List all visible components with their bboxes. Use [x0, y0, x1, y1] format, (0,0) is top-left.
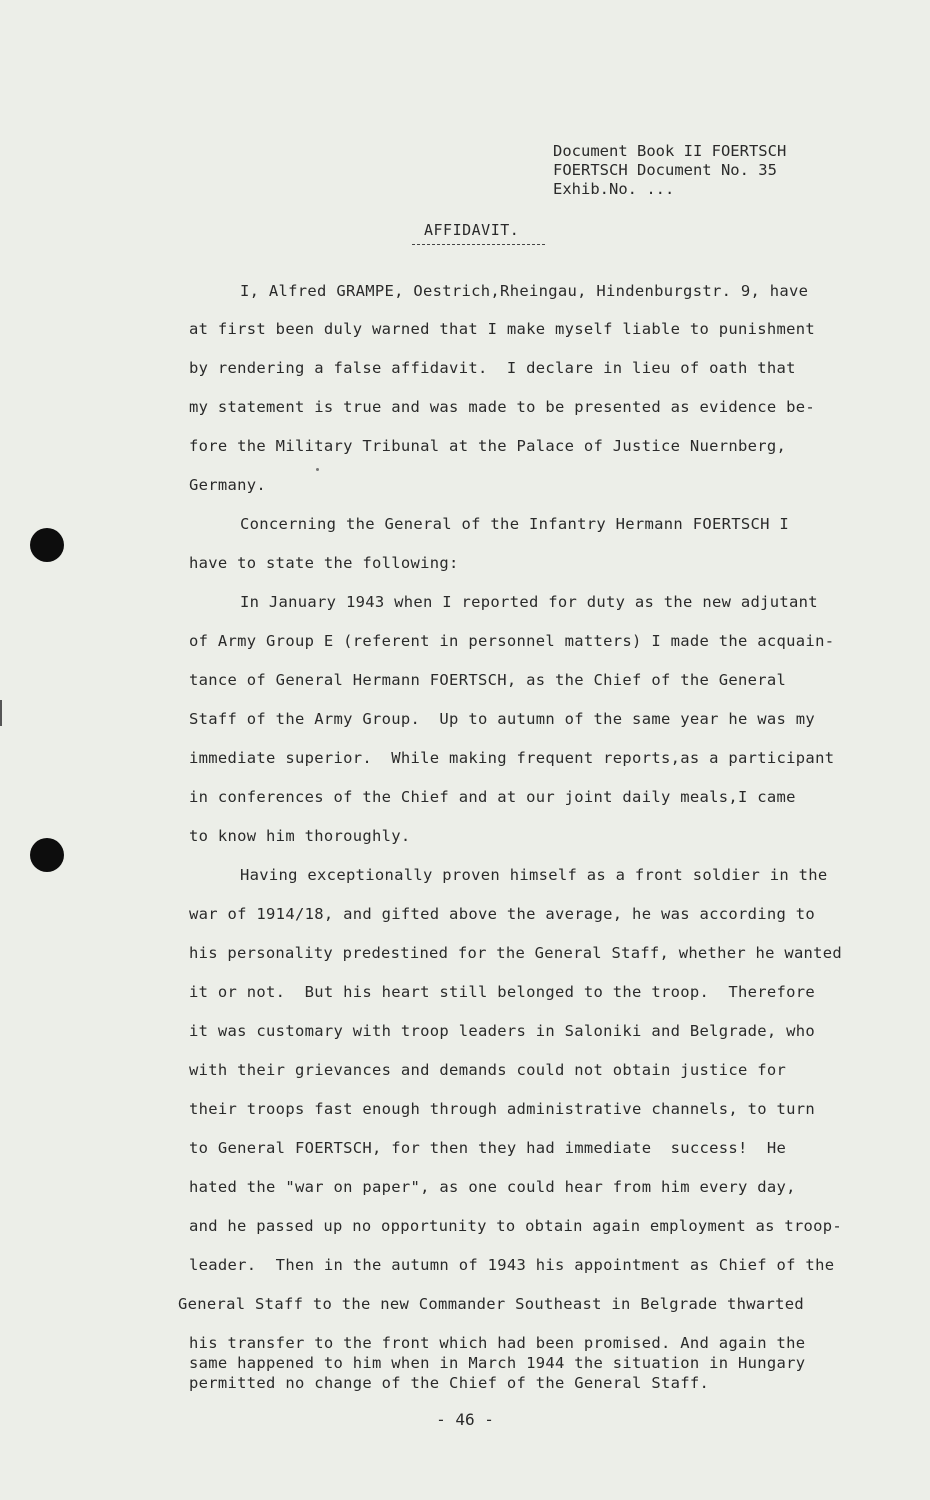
- body-line: Concerning the General of the Infantry Hermann FOERTSCH I: [240, 515, 790, 533]
- body-line: with their grievances and demands could not obtain justice for: [189, 1061, 787, 1079]
- body-line: my statement is true and was made to be presented as evidence be-: [189, 398, 816, 416]
- body-line: tance of General Hermann FOERTSCH, as the Chief of the General: [189, 671, 787, 689]
- body-line: their troops fast enough through administrative channels, to turn: [189, 1100, 816, 1118]
- header-document-book: Document Book II FOERTSCH: [553, 142, 787, 160]
- body-line: and he passed up no opportunity to obtain again employment as troop-: [189, 1217, 842, 1235]
- header-exhibit-number: Exhib.No. ...: [553, 180, 675, 198]
- body-line: by rendering a false affidavit. I declare in lieu of oath that: [189, 359, 796, 377]
- body-line: Having exceptionally proven himself as a front soldier in the: [240, 866, 828, 884]
- body-line: at first been duly warned that I make myself liable to punishment: [189, 320, 816, 338]
- body-line: it or not. But his heart still belonged to the troop. Therefore: [189, 983, 816, 1001]
- document-header: [553, 142, 786, 199]
- body-line: fore the Military Tribunal at the Palace of Justice Nuernberg,: [189, 437, 787, 455]
- body-line: war of 1914/18, and gifted above the average, he was according to: [189, 905, 816, 923]
- body-line: immediate superior. While making frequent reports,as a participant: [189, 749, 835, 767]
- page-number: - 46 -: [436, 1410, 494, 1429]
- body-line: hated the "war on paper", as one could hear from him every day,: [189, 1178, 796, 1196]
- body-line: Germany.: [189, 476, 267, 494]
- punch-hole-bottom: [30, 838, 64, 872]
- body-line: I, Alfred GRAMPE, Oestrich,Rheingau, Hindenburgstr. 9, have: [240, 282, 809, 300]
- body-line: same happened to him when in March 1944 the situation in Hungary: [189, 1354, 806, 1372]
- body-line: his transfer to the front which had been promised. And again the: [189, 1334, 806, 1352]
- body-line: In January 1943 when I reported for duty as the new adjutant: [240, 593, 818, 611]
- body-line: in conferences of the Chief and at our joint daily meals,I came: [189, 788, 796, 806]
- edge-mark: [0, 700, 2, 726]
- body-line: General Staff to the new Commander Southeast in Belgrade thwarted: [178, 1295, 805, 1313]
- title-underline: [412, 244, 545, 245]
- body-line: of Army Group E (referent in personnel matters) I made the acquain-: [189, 632, 835, 650]
- body-line: to General FOERTSCH, for then they had immediate success! He: [189, 1139, 787, 1157]
- body-line: leader. Then in the autumn of 1943 his appointment as Chief of the: [189, 1256, 835, 1274]
- punch-hole-top: [30, 528, 64, 562]
- speck: [316, 468, 319, 471]
- body-line: his personality predestined for the General Staff, whether he wanted: [189, 944, 842, 962]
- document-title: AFFIDAVIT.: [424, 221, 520, 239]
- body-line: have to state the following:: [189, 554, 459, 572]
- header-document-number: FOERTSCH Document No. 35: [553, 161, 777, 179]
- body-line: it was customary with troop leaders in Saloniki and Belgrade, who: [189, 1022, 816, 1040]
- body-line: Staff of the Army Group. Up to autumn of the same year he was my: [189, 710, 816, 728]
- body-line: to know him thoroughly.: [189, 827, 411, 845]
- body-line: permitted no change of the Chief of the General Staff.: [189, 1374, 710, 1392]
